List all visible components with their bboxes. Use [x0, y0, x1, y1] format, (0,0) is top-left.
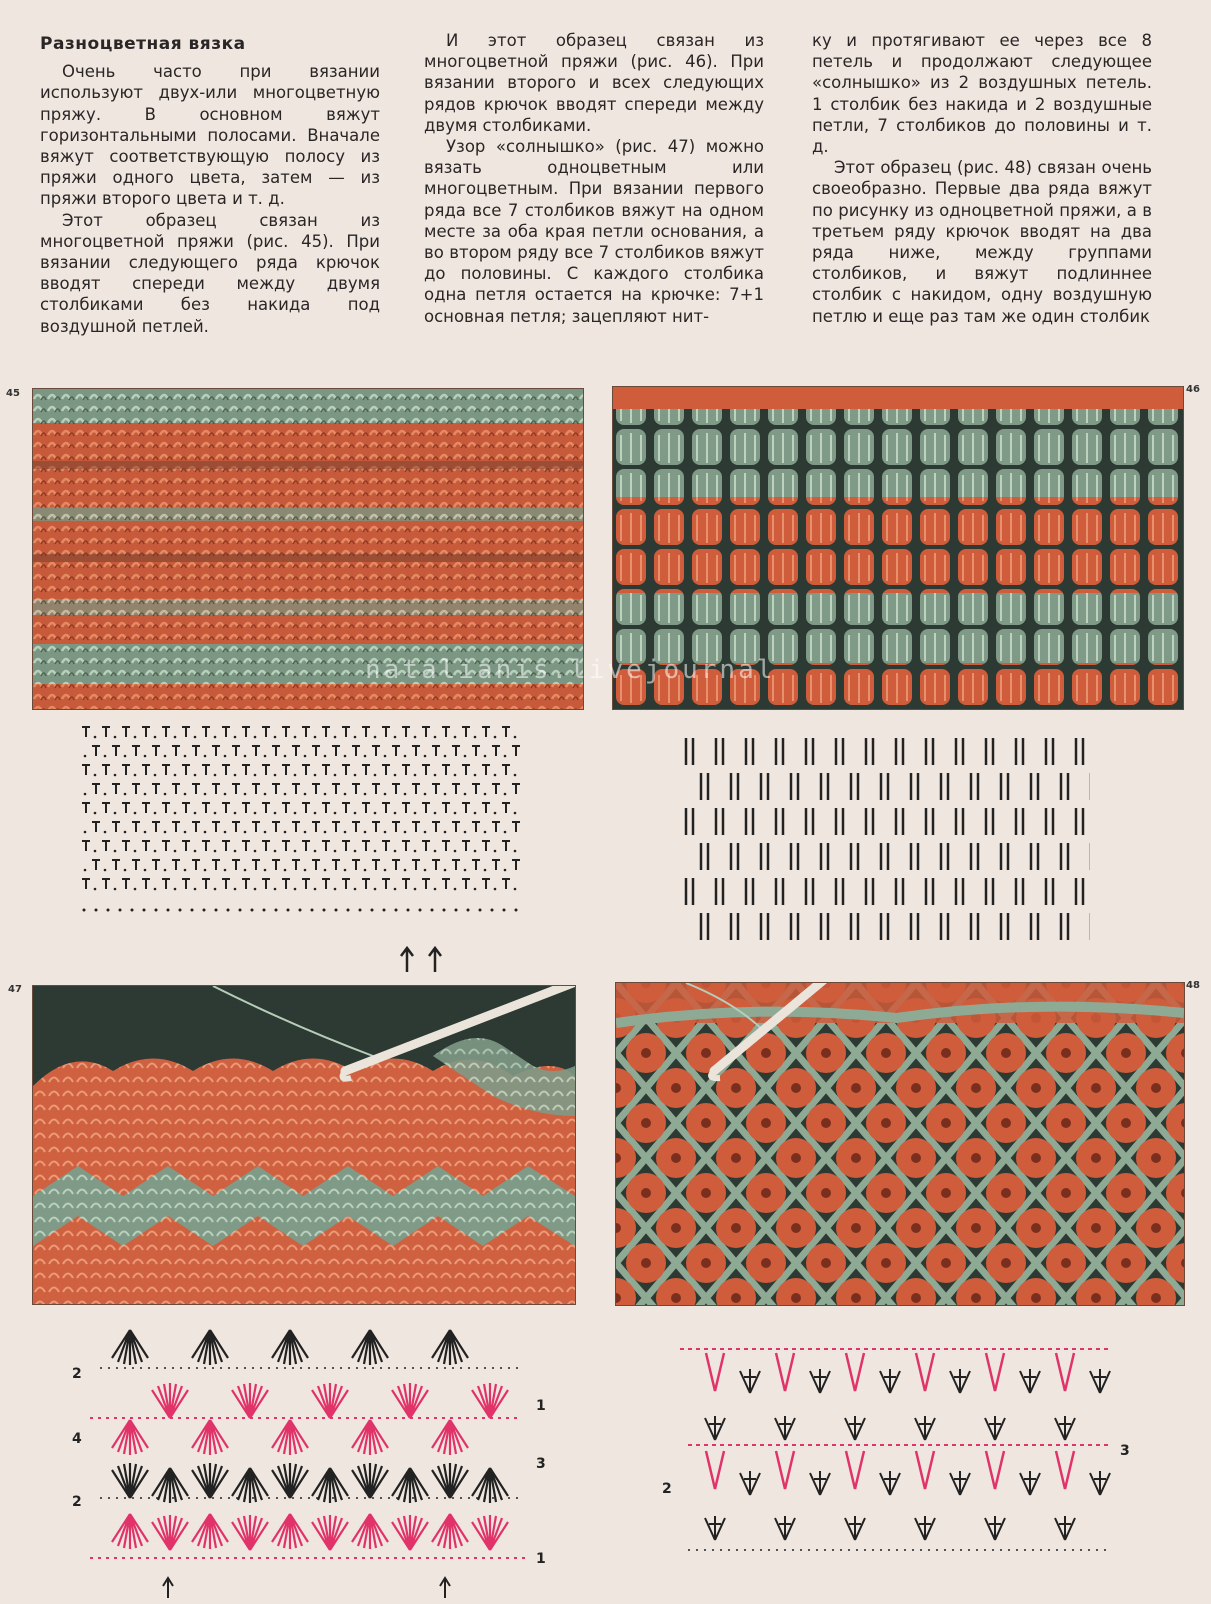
row-label: 1	[536, 1551, 546, 1567]
arrow-icon	[440, 1578, 450, 1598]
section-heading: Разноцветная вязка	[40, 34, 246, 54]
row-label: 3	[536, 1456, 546, 1472]
diagram-45	[80, 725, 530, 940]
text-column-3	[812, 30, 1152, 327]
arrow-icon	[401, 948, 413, 972]
figure-number-47: 47	[8, 984, 22, 995]
diagram-48	[660, 1345, 1140, 1580]
row-label: 3	[1120, 1443, 1130, 1459]
diagram-46-symbols	[680, 735, 1100, 945]
text-column-2	[424, 30, 764, 327]
arrow-icon	[429, 948, 441, 972]
row-label: 2	[662, 1481, 672, 1497]
photo-swatch-47	[32, 985, 576, 1305]
paragraph: Этот образец связан из многоцветной пряжи (рис. 45). При вязании следующего ряда крючок вводят спереди между двумя столбиками без накида под воздушной петлей.	[40, 210, 380, 336]
figure-number-46: 46	[1186, 384, 1200, 395]
diagram-47-symbols	[70, 1318, 550, 1600]
photo-swatch-48	[615, 982, 1185, 1306]
paragraph: ку и протягивают ее через все 8 петель и продолжают следующее «солнышко» из 2 воздушных петель. 1 столбик без накида и 2 воздушные петли, 7 столбиков до половины и т. д.	[812, 31, 1152, 157]
figure-number-45: 45	[6, 388, 20, 399]
diagram-48-symbols	[660, 1345, 1140, 1580]
swatch-47-image	[33, 986, 575, 1304]
diagram-46	[680, 735, 1100, 945]
row-label: 4	[72, 1431, 82, 1447]
arrow-icon	[163, 1578, 173, 1598]
paragraph: Узор «солнышко» (рис. 47) можно вязать одноцветным или многоцветным. При вязании первого ряда все 7 столбиков вяжут на одном месте за оба края петли основания, а во втором ряду все 7 столбиков вяжут до половины. С каждого столбика одна петля остается на крючке: 7+1 основная петля; зацепляют нит-	[424, 137, 764, 326]
diagram-47	[70, 1318, 550, 1600]
row-label: 1	[536, 1398, 546, 1414]
paragraph: Очень часто при вязании используют двух-или многоцветную пряжу. В основном вяжут горизонтальными полосами. Вначале вяжут соответствующую полосу из пряжи одного цвета, затем — из пряжи второго цвета и т. д.	[40, 62, 380, 209]
watermark-text: natalianis.livejournal	[365, 655, 776, 685]
diagram-45-symbols	[80, 725, 530, 975]
row-label: 2	[72, 1494, 82, 1510]
text-column-1	[40, 30, 380, 337]
row-label: 2	[72, 1366, 82, 1382]
paragraph: Этот образец (рис. 48) связан очень своеобразно. Первые два ряда вяжут по рисунку из одноцветной пряжи, а в третьем ряду крючок вводят на два ряда ниже, между группами столбиков, и вяжут подлиннее столбик с накидом, одну воздушную петлю и еще раз там же один столбик	[812, 158, 1152, 326]
figure-number-48: 48	[1186, 980, 1200, 991]
swatch-48-image	[616, 983, 1184, 1305]
paragraph: И этот образец связан из многоцветной пряжи (рис. 46). При вязании второго и всех следующих рядов крючок вводят спереди между двумя столбиками.	[424, 31, 764, 135]
